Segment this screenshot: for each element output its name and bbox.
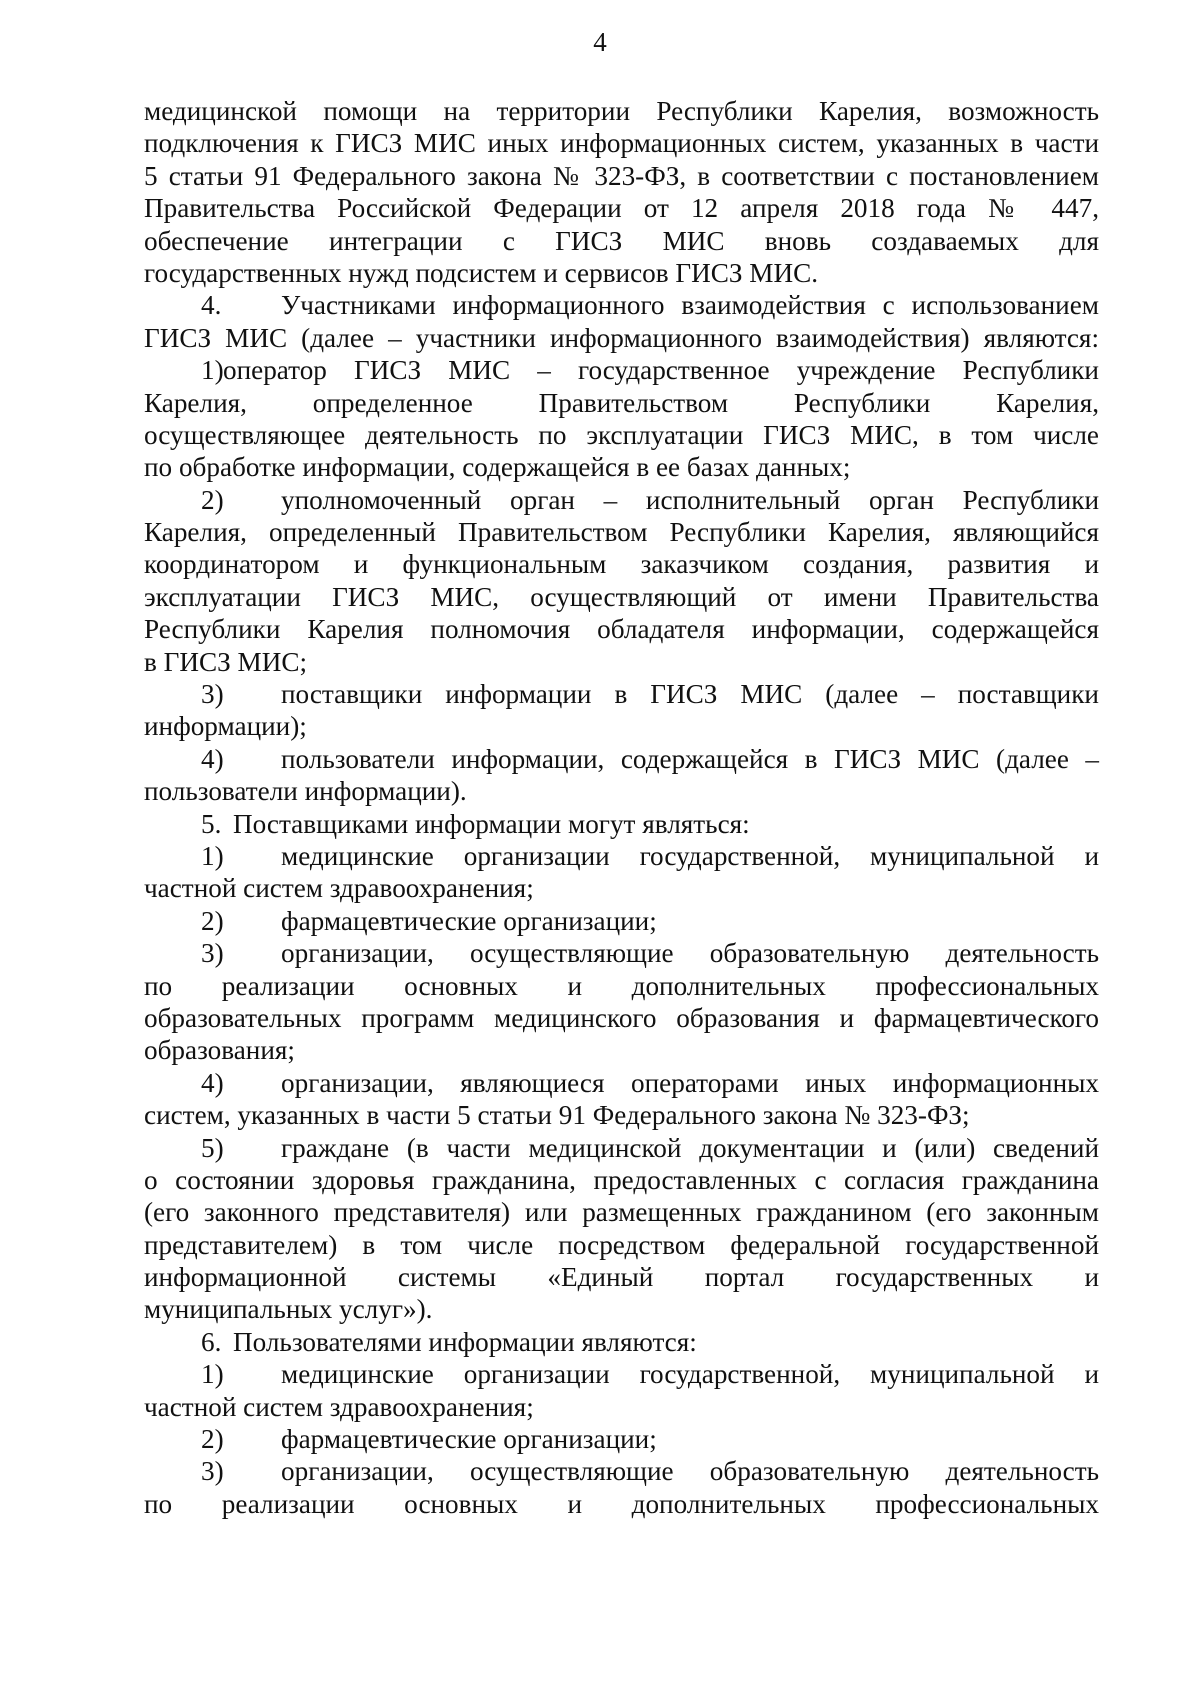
text-line: Правительства Российской Федерации от 12 апреля 2018 года № 447, [144, 193, 1099, 224]
text-line: (его законного представителя) или размещенных гражданином (его законным [144, 1197, 1099, 1228]
item-text: уполномоченный орган – исполнительный орган Республики [281, 484, 1099, 515]
item-text: организации, являющиеся операторами иных информационных [281, 1067, 1099, 1098]
text-line: медицинской помощи на территории Республики Карелия, возможность [144, 96, 1099, 126]
text-line: эксплуатации ГИСЗ МИС, осуществляющий от имени Правительства [144, 581, 1099, 612]
text-line: по реализации основных и дополнительных профессиональных [144, 970, 1099, 1001]
text-line: координатором и функциональным заказчиком создания, развития и [144, 549, 1099, 580]
text-line: систем, указанных в части 5 статьи 91 Федерального закона № 323-ФЗ; [144, 1100, 970, 1131]
item-number: 4) [201, 1067, 224, 1098]
text-line: образовательных программ медицинского образования и фармацевтического [144, 1002, 1099, 1033]
item-number: 1) [201, 840, 224, 871]
text-line: осуществляющее деятельность по эксплуатации ГИСЗ МИС, в том числе [144, 419, 1099, 450]
item-text: граждане (в части медицинской документации и (или) сведений [281, 1132, 1099, 1163]
page-number: 4 [593, 27, 607, 57]
text-line: о состоянии здоровья гражданина, предоставленных с согласия гражданина [144, 1164, 1099, 1195]
text-line: по реализации основных и дополнительных профессиональных [144, 1488, 1099, 1519]
item-text: организации, осуществляющие образовательную деятельность [281, 938, 1099, 969]
item-text: Участниками информационного взаимодействия с использованием [281, 290, 1099, 321]
item-number: 3) [201, 938, 224, 969]
text-line: государственных нужд подсистем и сервисов ГИСЗ МИС. [144, 257, 819, 288]
text-line: частной систем здравоохранения; [144, 873, 534, 904]
text-line: пользователи информации). [144, 776, 467, 807]
item-text: медицинские организации государственной, муниципальной и [281, 1359, 1099, 1390]
item-number: 1) [201, 1359, 224, 1390]
item-text: фармацевтические организации; [281, 905, 657, 936]
text-line: Карелия, определенное Правительством Республики Карелия, [144, 387, 1099, 418]
item-text: пользователи информации, содержащейся в ГИСЗ МИС (далее – [281, 743, 1099, 774]
item-number: 2) [201, 905, 224, 936]
text-line: по обработке информации, содержащейся в ее базах данных; [144, 452, 851, 483]
text-line: образования; [144, 1035, 295, 1066]
text-line: Карелия, определенный Правительством Республики Карелия, являющийся [144, 517, 1099, 548]
item-number: 4. [201, 290, 222, 321]
item-number: 6. [201, 1326, 222, 1357]
text-line: информации); [144, 711, 307, 742]
text-line [144, 1358, 1099, 1390]
text-line [144, 905, 1099, 937]
text-line [144, 678, 1099, 710]
item-number: 5) [201, 1132, 224, 1163]
text-line [144, 1067, 1099, 1099]
item-text: поставщики информации в ГИСЗ МИС (далее – поставщики [281, 679, 1099, 710]
item-number: 1) [201, 355, 224, 386]
text-line [144, 1326, 1099, 1358]
item-number: 2) [201, 484, 224, 515]
text-line [144, 1423, 1099, 1455]
item-number: 4) [201, 743, 224, 774]
text-line [144, 937, 1099, 969]
item-number: 2) [201, 1424, 224, 1455]
text-line [144, 354, 1099, 386]
text-line: частной систем здравоохранения; [144, 1391, 534, 1422]
text-line: ГИСЗ МИС (далее – участники информационного взаимодействия) являются: [144, 322, 1099, 353]
text-line [144, 808, 1099, 840]
item-text: оператор ГИСЗ МИС – государственное учреждение Республики [223, 355, 1099, 386]
text-line: информационной системы «Единый портал государственных и [144, 1262, 1099, 1293]
text-line [144, 1132, 1099, 1164]
text-line: муниципальных услуг»). [144, 1294, 433, 1325]
item-number: 3) [201, 679, 224, 710]
text-line [144, 1455, 1099, 1487]
item-text: организации, осуществляющие образовательную деятельность [281, 1456, 1099, 1487]
item-text: Поставщиками информации могут являться: [233, 808, 750, 839]
text-line: подключения к ГИСЗ МИС иных информационных систем, указанных в части [144, 128, 1099, 159]
text-line [144, 743, 1099, 775]
item-text: фармацевтические организации; [281, 1424, 657, 1455]
text-line: в ГИСЗ МИС; [144, 646, 308, 677]
text-line: 5 статьи 91 Федерального закона № 323-ФЗ, в соответствии с постановлением [144, 160, 1099, 191]
text-line: Республики Карелия полномочия обладателя информации, содержащейся [144, 614, 1099, 645]
text-line [144, 484, 1099, 516]
text-line: обеспечение интеграции с ГИСЗ МИС вновь создаваемых для [144, 225, 1099, 256]
item-number: 3) [201, 1456, 224, 1487]
item-text: Пользователями информации являются: [233, 1326, 697, 1357]
item-text: медицинские организации государственной, муниципальной и [281, 840, 1099, 871]
text-line [144, 840, 1099, 872]
text-line: представителем) в том числе посредством федеральной государственной [144, 1229, 1099, 1260]
document-body [144, 95, 1099, 1520]
text-line [144, 289, 1099, 321]
item-number: 5. [201, 808, 222, 839]
